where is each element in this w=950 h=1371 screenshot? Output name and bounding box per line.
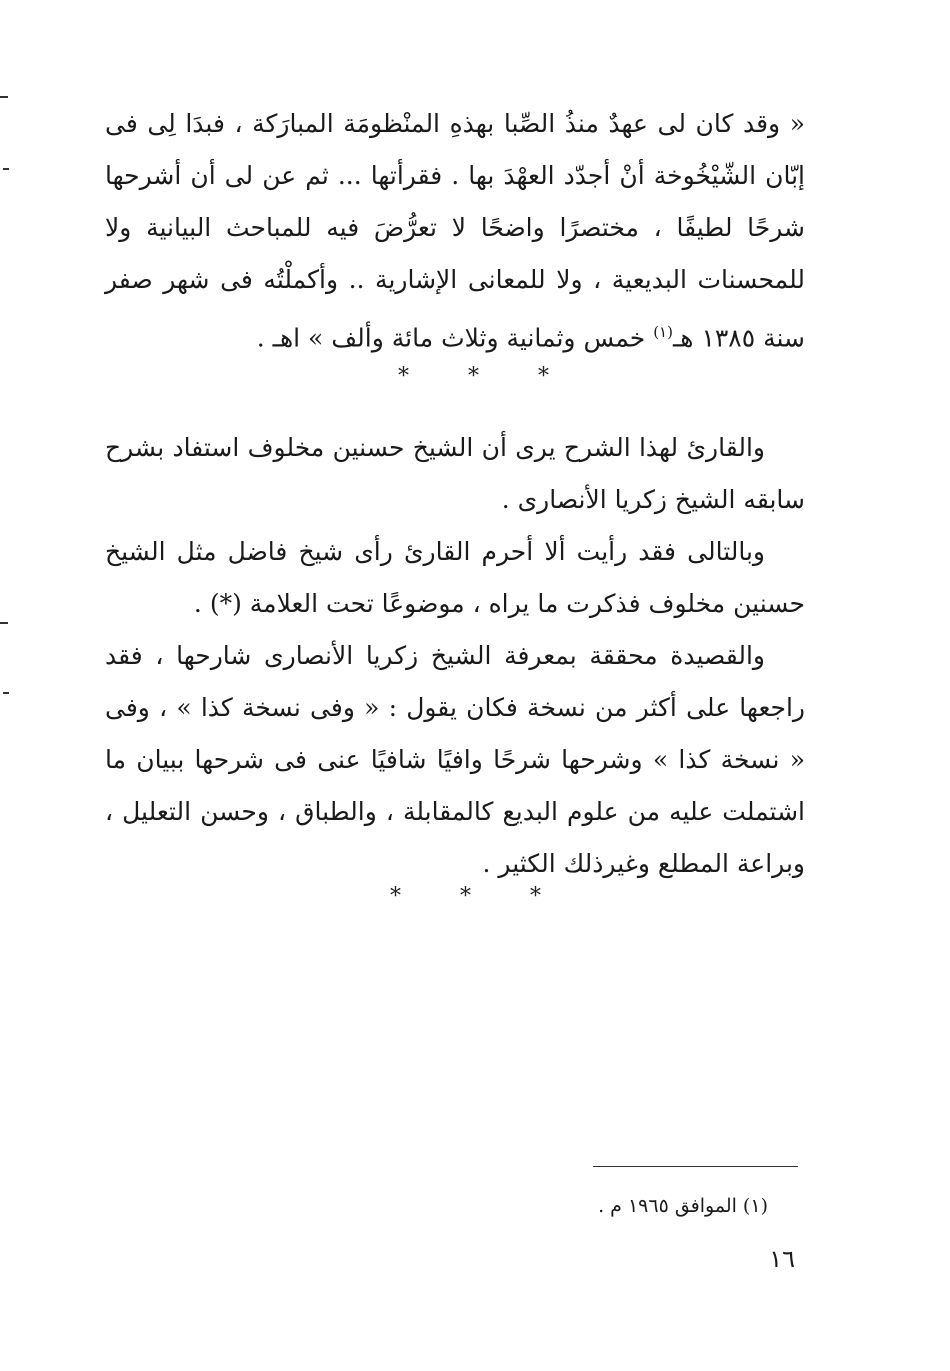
quote-paragraph — [105, 98, 805, 364]
paragraph: وبالتالى فقد رأيت ألا أحرم القارئ رأى شيخ فاضل مثل الشيخ حسنين مخلوف فذكرت ما يراه ، موضوعًا تحت العلامة (*) . — [105, 537, 805, 618]
page-number: ١٦ — [769, 1245, 795, 1273]
section-separator: * * * — [398, 364, 575, 389]
footnote-divider — [593, 1166, 798, 1167]
quote-text-end: خمس وثمانية وثلاث مائة وألف » اهـ . — [256, 323, 654, 353]
body-text — [105, 422, 805, 890]
scan-edge-mark — [3, 692, 9, 694]
scan-edge-mark — [0, 96, 8, 98]
quote-text: « وقد كان لى عهدٌ منذُ الصِّبا بهذهِ المنْظومَة المبارَكة ، فبدَا لِى فى إبّان الشّيْخُوخة أنْ أجدّد العهْدَ بها . فقرأتها ... ثم عن لى أن أشرحها شرحًا لطيفًا ، مختصرًا واضحًا لا تعرُّضَ فيه للمباحث البيانية ولا للمحسنات البديعية ، ولا للمعانى الإشارية .. وأكملْتُه فى شهر صفر سنة ١٣٨٥ هـ — [105, 109, 805, 353]
footnote-reference: (١) — [653, 323, 673, 341]
scan-edge-mark — [3, 168, 9, 170]
footnote: (١) الموافق ١٩٦٥ م . — [598, 1195, 768, 1217]
paragraph: والقصيدة محققة بمعرفة الشيخ زكريا الأنصارى شارحها ، فقد راجعها على أكثر من نسخة فكان يقول : « وفى نسخة كذا » ، وفى « نسخة كذا » وشرحها شرحًا وافيًا شافيًا عنى فى شرحها ببيان ما اشتملت عليه من علوم البديع كالمقابلة ، والطباق ، وحسن التعليل ، وبراعة المطلع وغيرذلك الكثير . — [105, 641, 805, 878]
paragraph: والقارئ لهذا الشرح يرى أن الشيخ حسنين مخلوف استفاد بشرح سابقه الشيخ زكريا الأنصارى . — [105, 433, 805, 514]
scan-edge-mark — [0, 622, 8, 624]
section-separator: * * * — [390, 884, 567, 909]
